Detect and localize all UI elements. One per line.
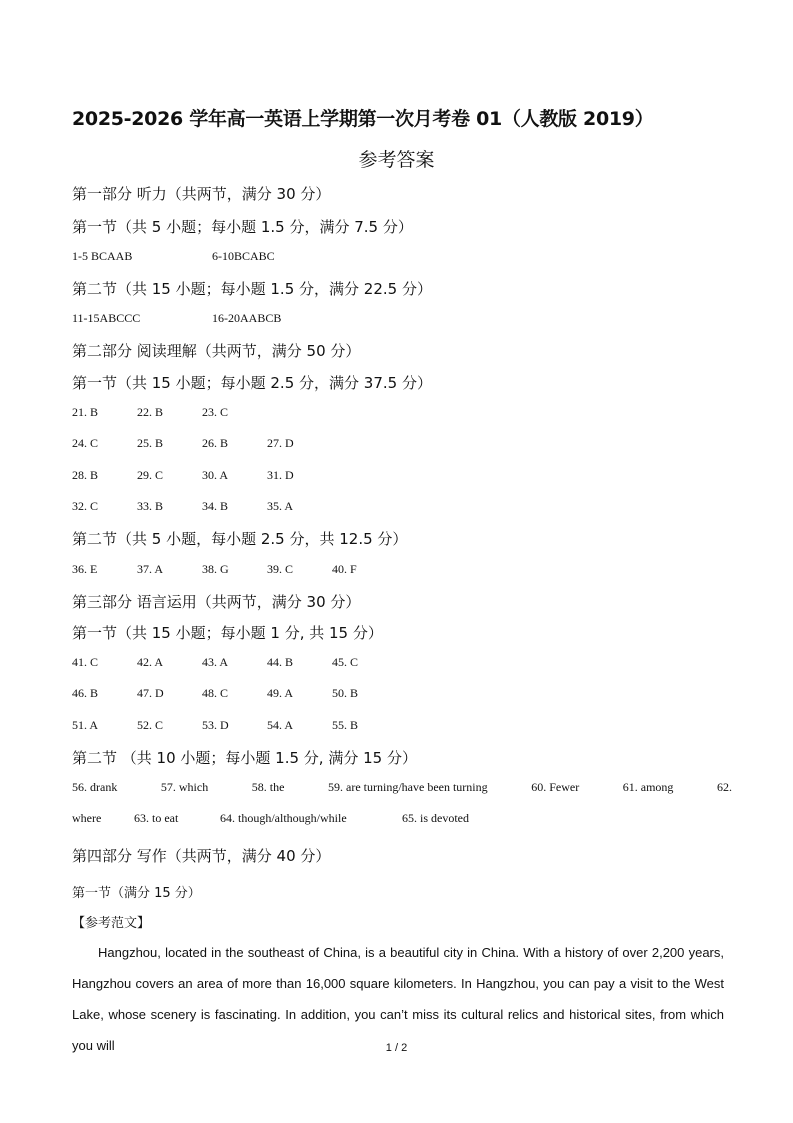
answer-item: 24. C (72, 436, 99, 450)
sample-essay-label: 【参考范文】 (72, 916, 151, 931)
answer-item: 31. D (267, 468, 294, 482)
answer-item: 39. C (267, 562, 294, 576)
answer-item: 37. A (137, 562, 164, 576)
answer-item: 53. D (202, 718, 229, 732)
answer-item: 54. A (267, 718, 294, 732)
answer-item: 65. is devoted (402, 811, 469, 825)
answer-item: 63. to eat (134, 811, 179, 825)
part1-sec2-heading: 第二节（共 15 小题；每小题 1.5 分，满分 22.5 分） (72, 280, 432, 298)
answer-item: 44. B (267, 655, 294, 669)
answer-row (72, 655, 397, 670)
answer-item: 35. A (267, 499, 294, 513)
answer-item: 25. B (137, 436, 164, 450)
answer-item: 30. A (202, 468, 229, 482)
answer-item: 51. A (72, 718, 99, 732)
answer-group: 1-5 BCAAB (72, 249, 133, 263)
answer-item: 49. A (267, 686, 294, 700)
answer-item: 28. B (72, 468, 99, 482)
answer-row (72, 686, 397, 701)
page-title: 2025-2026 学年高一英语上学期第一次月考卷 01（人教版 2019） (72, 108, 654, 130)
answer-item: 60. Fewer (531, 780, 580, 794)
answer-group: 11-15ABCCC (72, 311, 141, 325)
answer-item: 47. D (137, 686, 164, 700)
part2-sec2-heading: 第二节（共 5 小题，每小题 2.5 分，共 12.5 分） (72, 530, 408, 548)
answer-item: 58. the (251, 780, 285, 794)
answer-item: 59. are turning/have been turning (328, 780, 488, 794)
answer-item: where (72, 811, 102, 825)
answer-row (72, 436, 332, 451)
part3-sec2-heading: 第二节 （共 10 小题；每小题 1.5 分, 满分 15 分） (72, 749, 417, 767)
answer-row (72, 468, 332, 483)
answer-row (72, 562, 397, 577)
part1-sec1-heading: 第一节（共 5 小题；每小题 1.5 分，满分 7.5 分） (72, 218, 413, 236)
part4-sec1-heading: 第一节（满分 15 分） (72, 886, 201, 901)
part4-heading: 第四部分 写作（共两节，满分 40 分） (72, 847, 331, 865)
part1-sec1-answers (72, 249, 275, 264)
answer-item: 61. among (622, 780, 674, 794)
answer-item: 33. B (137, 499, 164, 513)
page-subtitle: 参考答案 (358, 149, 435, 171)
part1-heading: 第一部分 听力（共两节，满分 30 分） (72, 185, 331, 203)
answer-item: 62. (717, 780, 732, 794)
answer-item: 23. C (202, 405, 229, 419)
answer-item: 41. C (72, 655, 99, 669)
answer-item: 52. C (137, 718, 164, 732)
answer-row (72, 811, 469, 826)
answer-item: 64. though/although/while (220, 811, 347, 825)
sample-essay: Hangzhou, located in the southeast of China, is a beautiful city in China. With a history of over 2,200 years, Hangzhou covers an area of more than 16,000 square kilometers. In Hangzhou, you can pay a visit to the West Lake, whose scenery is fascinating. In addition, you can’t miss its cultural relics and historical sites, from which you will (72, 945, 724, 1053)
answer-item: 21. B (72, 405, 99, 419)
answer-group: 6-10BCABC (212, 249, 275, 263)
answer-item: 36. E (72, 562, 98, 576)
answer-item: 38. G (202, 562, 229, 576)
answer-item: 55. B (332, 718, 359, 732)
part2-sec1-heading: 第一节（共 15 小题；每小题 2.5 分，满分 37.5 分） (72, 374, 432, 392)
answer-item: 27. D (267, 436, 294, 450)
answer-item: 32. C (72, 499, 99, 513)
answer-item: 45. C (332, 655, 359, 669)
answer-item: 26. B (202, 436, 229, 450)
page-number: 1 / 2 (385, 1042, 408, 1054)
answer-item: 40. F (332, 562, 357, 576)
answer-row (72, 718, 397, 733)
answer-item: 46. B (72, 686, 99, 700)
answer-item: 29. C (137, 468, 164, 482)
answer-item: 56. drank (72, 780, 118, 794)
answer-item: 50. B (332, 686, 359, 700)
answer-row (72, 405, 267, 420)
answer-item: 57. which (160, 780, 209, 794)
answer-row (72, 499, 332, 514)
part3-sec1-heading: 第一节（共 15 小题；每小题 1 分, 共 15 分） (72, 624, 383, 642)
answer-group: 16-20AABCB (212, 311, 282, 325)
answer-item: 43. A (202, 655, 229, 669)
part3-heading: 第三部分 语言运用（共两节，满分 30 分） (72, 593, 361, 611)
answer-item: 48. C (202, 686, 229, 700)
part2-heading: 第二部分 阅读理解（共两节，满分 50 分） (72, 342, 361, 360)
part1-sec2-answers (72, 311, 281, 326)
answer-item: 22. B (137, 405, 164, 419)
answer-row (72, 780, 732, 795)
answer-item: 42. A (137, 655, 164, 669)
answer-item: 34. B (202, 499, 229, 513)
